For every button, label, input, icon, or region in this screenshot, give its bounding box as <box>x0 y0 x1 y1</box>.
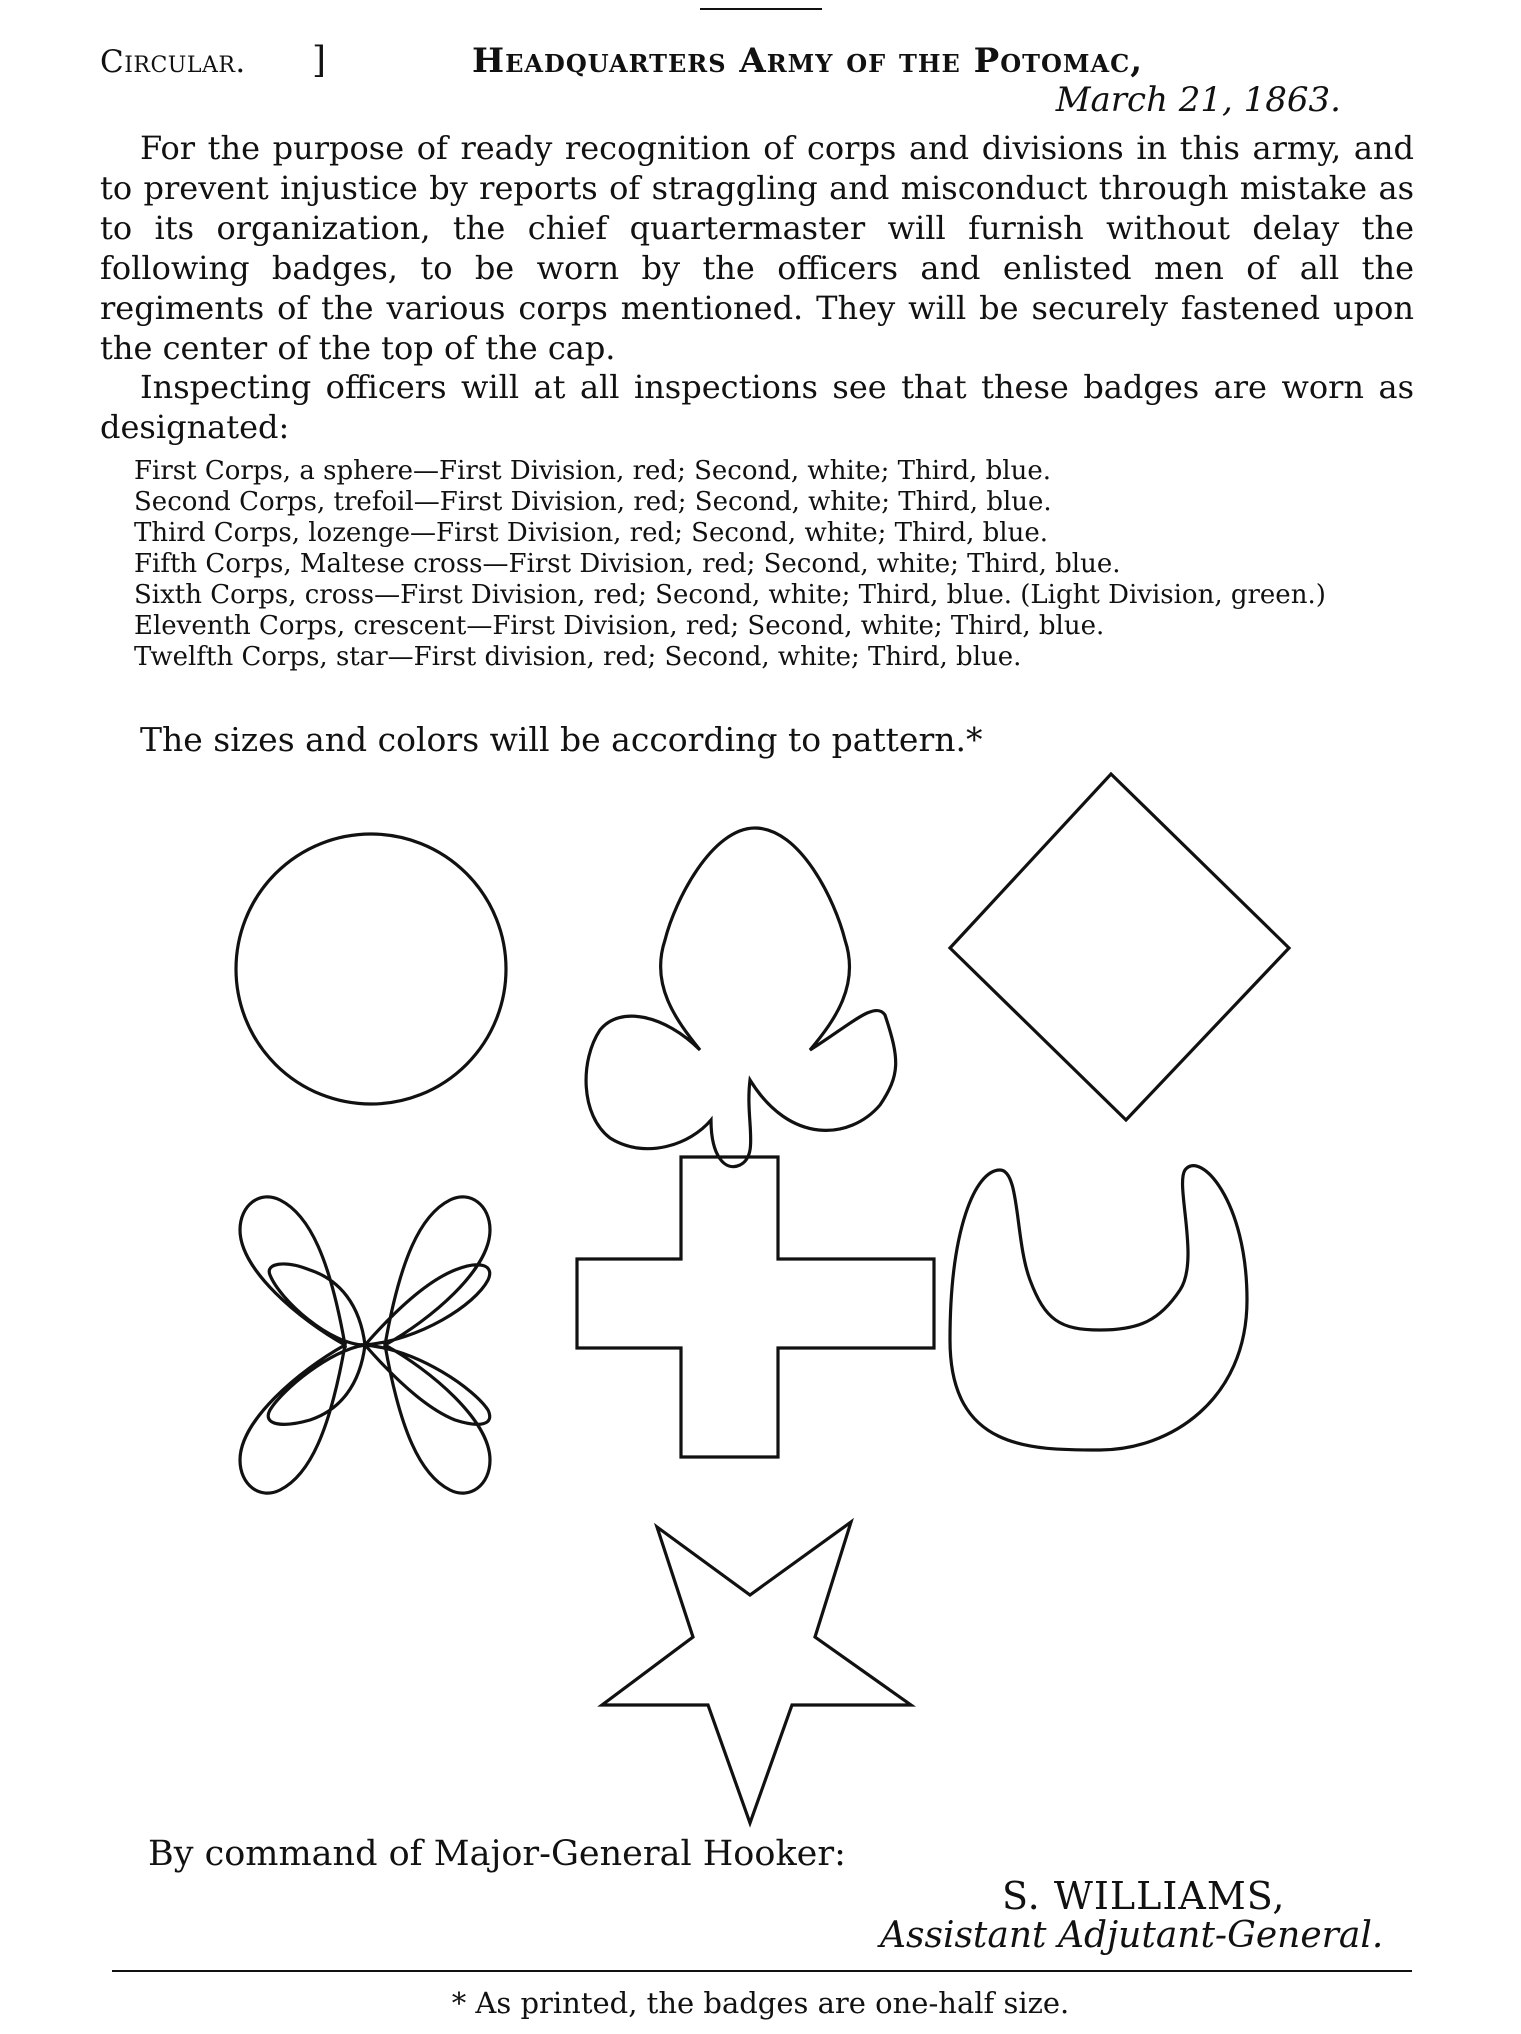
signatory-title: Assistant Adjutant-General. <box>880 1915 1384 1956</box>
circular-label: Circular. <box>100 44 246 80</box>
circular-bracket: ] <box>312 40 327 81</box>
command-line: By command of Major-General Hooker: <box>148 1834 846 1874</box>
star-badge <box>602 1522 911 1823</box>
order-line: First Corps, a sphere—First Division, red; Second, white; Third, blue. <box>134 456 1051 486</box>
order-line: Sixth Corps, cross—First Division, red; Second, white; Third, blue. (Light Division, green.) <box>134 580 1326 610</box>
crescent-badge <box>950 1166 1247 1450</box>
intro-paragraph: For the purpose of ready recognition of corps and divisions in this army, and to prevent injustice by reports of straggling and misconduct through mistake as to its organization, the chief quartermaster will furnish without delay the following badges, to be worn by the officers and enlisted men of all the regiments of the various corps mentioned. They will be securely fastened upon the center of the top of the cap. <box>100 129 1414 367</box>
lozenge-badge <box>950 774 1289 1120</box>
order-line: Third Corps, lozenge—First Division, red; Second, white; Third, blue. <box>134 518 1048 548</box>
headquarters-heading: Headquarters Army of the Potomac, <box>472 41 1144 81</box>
cross-badge <box>577 1157 934 1457</box>
sphere-badge <box>236 834 506 1104</box>
footnote-rule <box>112 1970 1412 1972</box>
order-line: Twelfth Corps, star—First division, red; Second, white; Third, blue. <box>134 642 1022 672</box>
signatory-name: S. WILLIAMS, <box>1002 1874 1286 1918</box>
pattern-note: The sizes and colors will be according to pattern.* <box>140 720 983 759</box>
trefoil-badge <box>586 828 896 1167</box>
footnote: * As printed, the badges are one-half size. <box>451 1986 1070 2020</box>
order-line: Eleventh Corps, crescent—First Division, red; Second, white; Third, blue. <box>134 611 1105 641</box>
top-rule <box>700 8 822 10</box>
circular-date: March 21, 1863. <box>1055 80 1341 120</box>
order-line: Fifth Corps, Maltese cross—First Division, red; Second, white; Third, blue. <box>134 549 1121 579</box>
inspection-paragraph: Inspecting officers will at all inspections see that these badges are worn as designated: <box>100 368 1414 446</box>
order-line: Second Corps, trefoil—First Division, red; Second, white; Third, blue. <box>134 487 1052 517</box>
maltese-cross-badge <box>240 1197 490 1493</box>
badge-patterns <box>0 760 1521 1830</box>
corps-badge-list <box>100 456 1414 673</box>
